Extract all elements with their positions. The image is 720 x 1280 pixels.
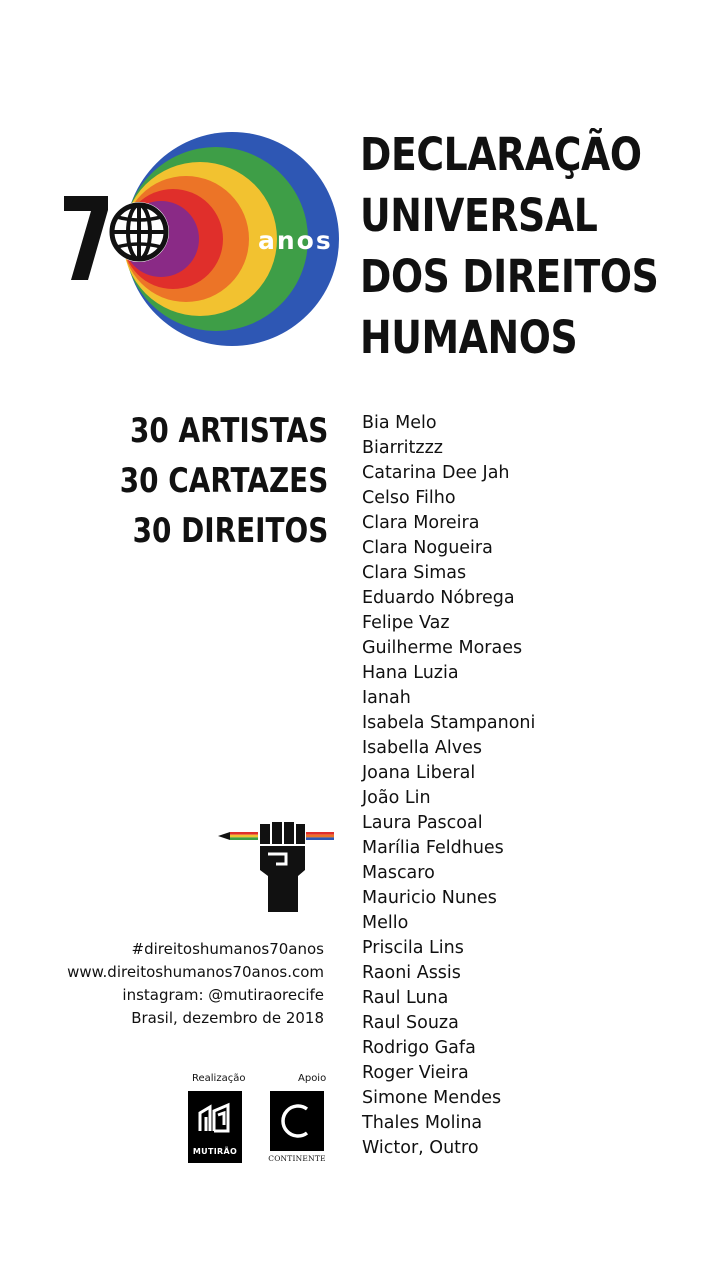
anos-label: anos [258, 226, 333, 255]
mutirao-house-icon [188, 1091, 242, 1147]
artist-name: Eduardo Nóbrega [362, 588, 515, 608]
artist-name: Guilherme Moraes [362, 638, 523, 658]
mutirao-name: MUTIRÃO [192, 1147, 238, 1156]
posters-count: 30 CARTAZES [119, 461, 328, 501]
artist-name: Roger Vieira [362, 1063, 469, 1083]
artist-name: Clara Moreira [362, 513, 480, 533]
hashtag: #direitoshumanos70anos [131, 940, 324, 958]
artist-name: Raul Souza [362, 1013, 459, 1033]
artist-name: Clara Nogueira [362, 538, 493, 558]
artist-name: Celso Filho [362, 488, 456, 508]
artist-name: Raoni Assis [362, 963, 461, 983]
artist-name: Joana Liberal [362, 763, 476, 783]
continente-name: CONTINENTE [268, 1154, 326, 1163]
artist-name: João Lin [362, 788, 431, 808]
mutirao-logo [188, 1091, 242, 1163]
date-location: Brasil, dezembro de 2018 [131, 1009, 324, 1027]
continente-c-icon [270, 1091, 324, 1151]
declaration-title [360, 124, 659, 368]
artist-name: Ianah [362, 688, 411, 708]
artist-name: Marília Feldhues [362, 838, 504, 858]
artist-name: Priscila Lins [362, 938, 464, 958]
artist-name: Clara Simas [362, 563, 467, 583]
artist-name: Laura Pascoal [362, 813, 483, 833]
artist-name: Isabella Alves [362, 738, 482, 758]
rights-count: 30 DIREITOS [132, 511, 328, 551]
artist-name: Simone Mendes [362, 1088, 502, 1108]
artist-name: Mauricio Nunes [362, 888, 497, 908]
globe-icon [109, 202, 169, 262]
title-line: DECLARAÇÃO [360, 128, 642, 181]
artist-name: Mascaro [362, 863, 435, 883]
artist-name: Mello [362, 913, 409, 933]
title-line: DOS DIREITOS [360, 250, 659, 303]
realizacao-label: Realização [192, 1073, 246, 1084]
seventy-years-logo [60, 128, 340, 350]
artist-name: Bia Melo [362, 413, 437, 433]
website-link[interactable]: www.direitoshumanos70anos.com [67, 963, 324, 981]
title-line: UNIVERSAL [360, 189, 598, 242]
artist-name: Biarritzzz [362, 438, 443, 458]
artist-name: Catarina Dee Jah [362, 463, 510, 483]
continente-logo [270, 1091, 324, 1151]
info-block [67, 938, 324, 1030]
artist-name: Rodrigo Gafa [362, 1038, 476, 1058]
artist-name: Felipe Vaz [362, 613, 450, 633]
artist-list [362, 411, 535, 1161]
artists-count: 30 ARTISTAS [129, 411, 328, 451]
artist-name: Hana Luzia [362, 663, 459, 683]
fist-pencil-icon [218, 820, 334, 916]
artist-name: Raul Luna [362, 988, 449, 1008]
artist-name: Isabela Stampanoni [362, 713, 536, 733]
title-line: HUMANOS [360, 311, 578, 364]
instagram-handle: instagram: @mutiraorecife [122, 986, 324, 1004]
seven-digit [64, 196, 108, 280]
artist-name: Wictor, Outro [362, 1138, 479, 1158]
artist-name: Thales Molina [362, 1113, 483, 1133]
apoio-label: Apoio [298, 1073, 327, 1084]
counts-block [119, 406, 328, 556]
